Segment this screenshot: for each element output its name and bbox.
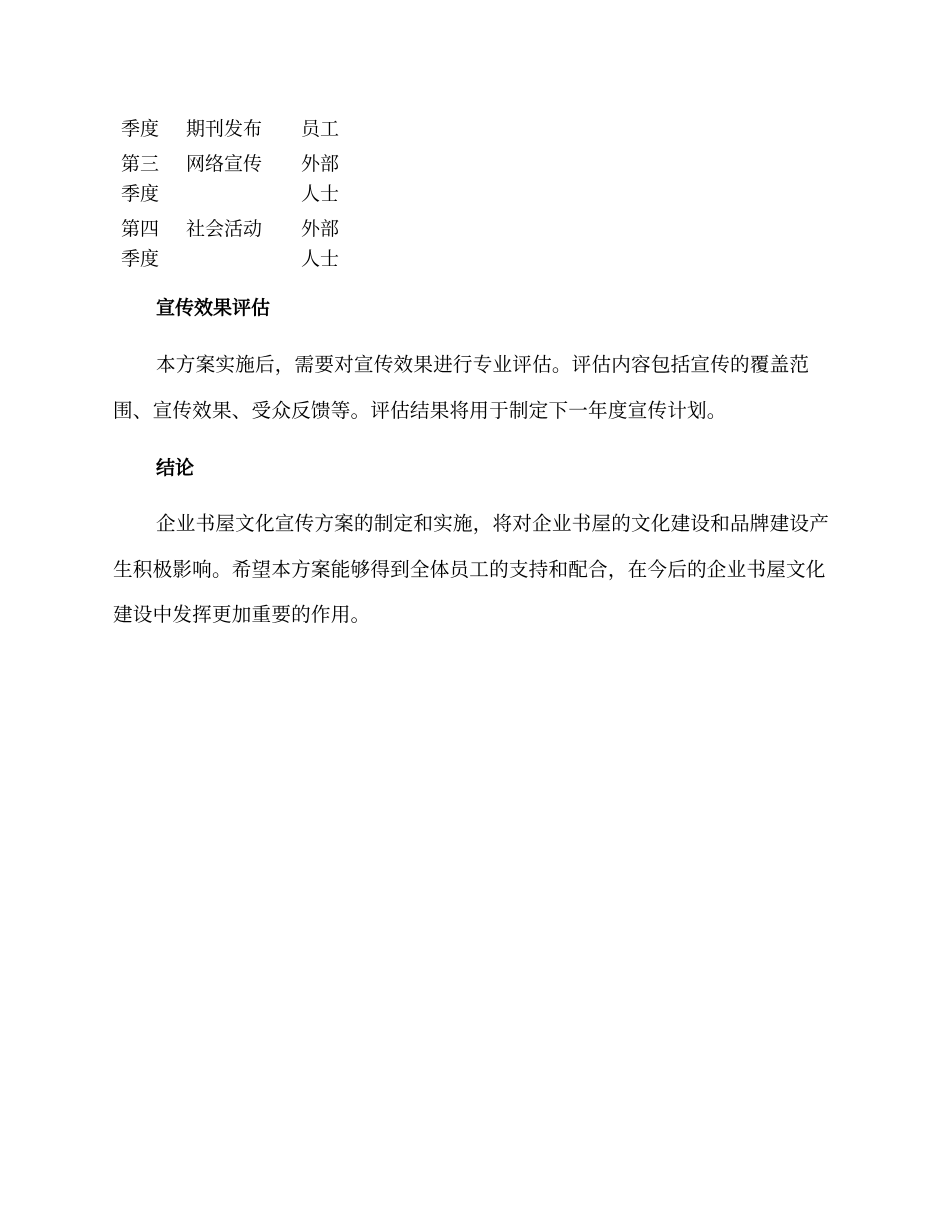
audience-cell: 员工 [301,118,340,140]
audience-cell: 外部 人士 [301,218,340,270]
evaluation-paragraph: 本方案实施后，需要对宣传效果进行专业评估。评估内容包括宣传的覆盖范围、宣传效果、受众反馈等。评估结果将用于制定下一年度宣传计划。 [113,353,810,422]
quarter-cell: 季度 [121,118,160,140]
method-cell: 社会活动 [186,218,263,240]
method-cell: 网络宣传 [186,153,263,175]
table-row [113,114,361,144]
method-cell: 期刊发布 [186,118,263,140]
conclusion-heading: 结论 [156,457,195,479]
table-row [113,144,361,209]
table-row [113,209,361,274]
audience-cell: 外部 人士 [301,153,340,205]
promotion-schedule-table [113,114,361,274]
evaluation-heading: 宣传效果评估 [156,297,271,319]
quarter-cell: 第三 季度 [121,153,160,205]
conclusion-paragraph: 企业书屋文化宣传方案的制定和实施，将对企业书屋的文化建设和品牌建设产生积极影响。希望本方案能够得到全体员工的支持和配合，在今后的企业书屋文化建设中发挥更加重要的作用。 [113,512,829,626]
quarter-cell: 第四 季度 [121,218,160,270]
